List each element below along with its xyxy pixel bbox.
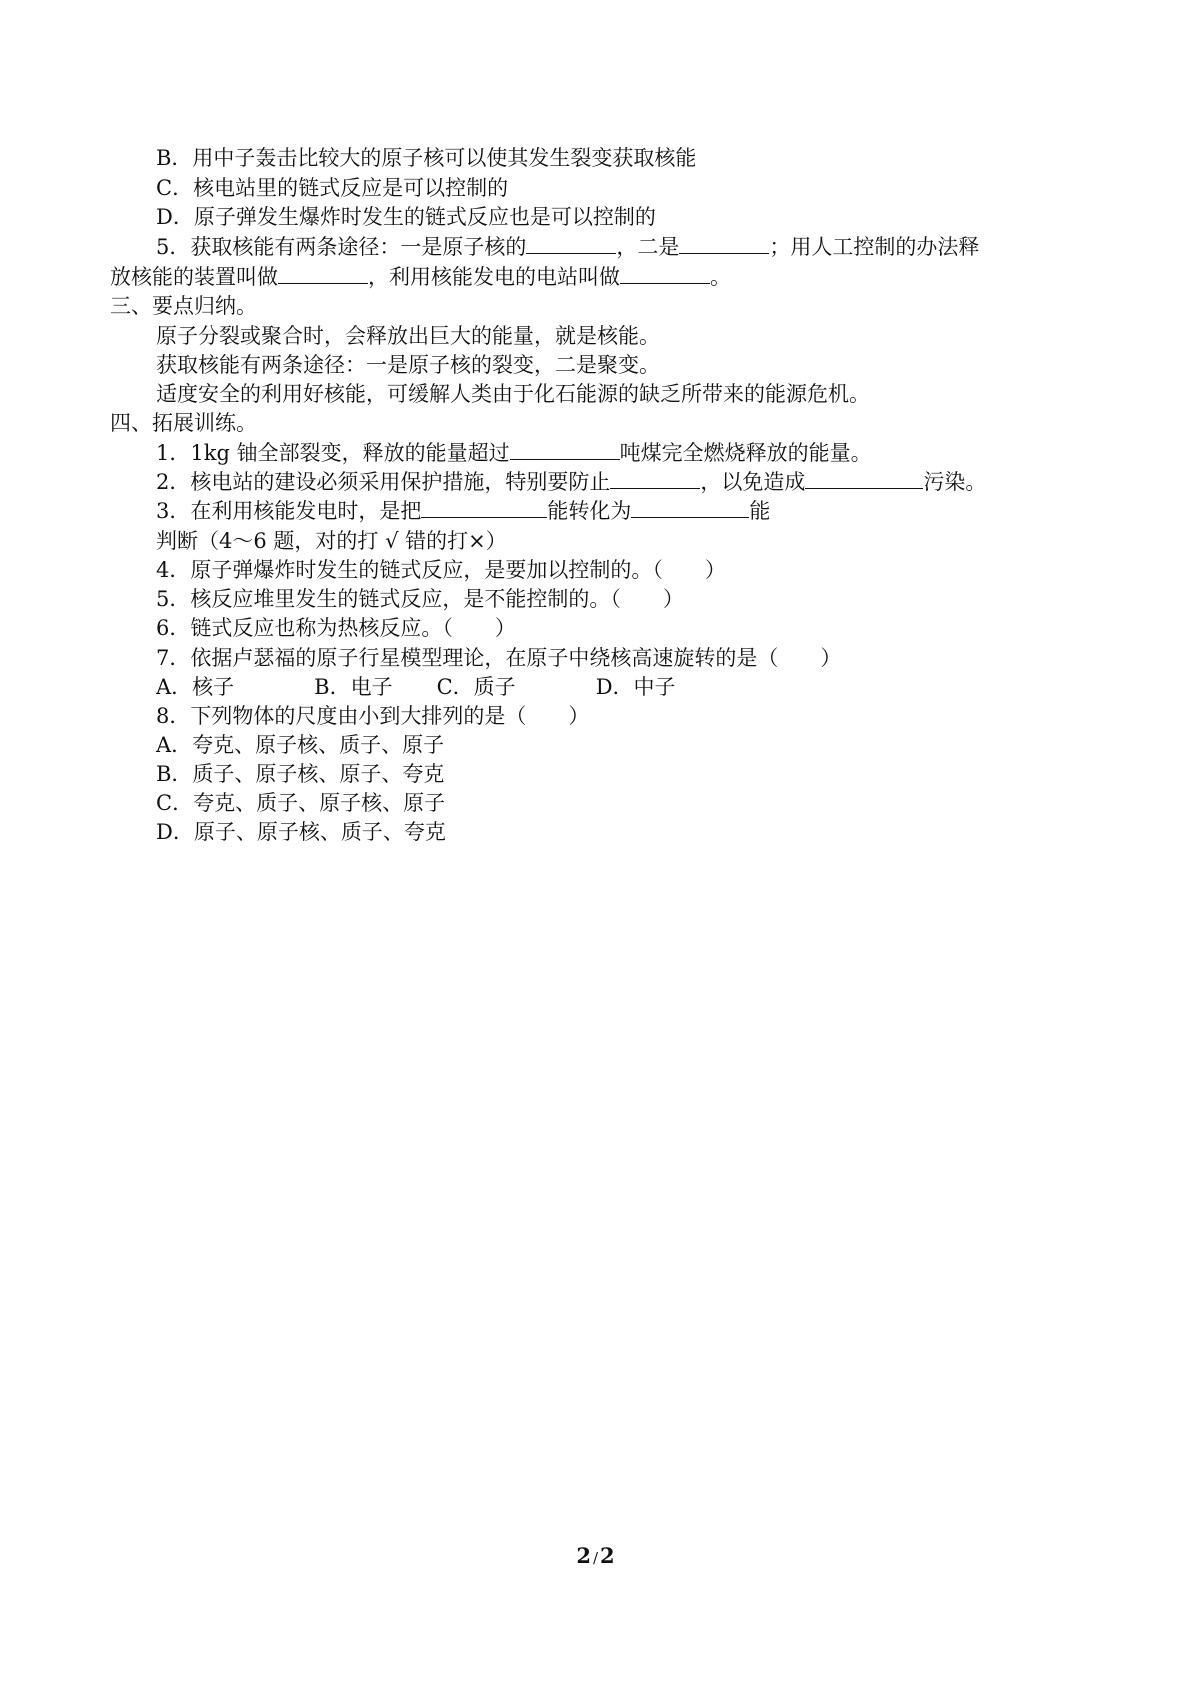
answer-blank xyxy=(805,468,923,489)
question-line: 6．链式反应也称为热核反应。（ ） xyxy=(156,616,516,640)
answer-blank xyxy=(620,263,710,284)
question-text: 5．获取核能有两条途径：一是原子核的 xyxy=(156,235,527,259)
question-line xyxy=(110,262,731,292)
question-text: 3．在利用核能发电时，是把 xyxy=(156,499,422,523)
answer-blank xyxy=(610,468,700,489)
page-separator: / xyxy=(592,1549,599,1567)
answer-blank xyxy=(421,497,547,518)
option-d: D．中子 xyxy=(595,675,676,699)
answer-blank xyxy=(679,233,769,254)
option-line: D．原子弹发生爆炸时发生的链式反应也是可以控制的 xyxy=(156,205,656,229)
question-text: ；用人工控制的办法释 xyxy=(769,235,980,259)
section-heading: 三、要点归纳。 xyxy=(110,294,257,318)
answer-blank xyxy=(526,233,616,254)
question-text: ，以免造成 xyxy=(700,470,806,494)
question-text: 。 xyxy=(710,265,731,289)
question-line: 7．依据卢瑟福的原子行星模型理论，在原子中绕核高速旋转的是（ ） xyxy=(156,646,842,670)
page-current: 2 xyxy=(576,1543,591,1568)
option-line: A．夸克、原子核、质子、原子 xyxy=(156,733,445,757)
question-text: ，二是 xyxy=(616,235,680,259)
option-line: B．用中子轰击比较大的原子核可以使其发生裂变获取核能 xyxy=(156,146,697,170)
page-total: 2 xyxy=(600,1543,615,1568)
option-a: A．核子 xyxy=(156,675,235,699)
question-text: 污染。 xyxy=(923,470,987,494)
question-text: ，利用核能发电的电站叫做 xyxy=(368,265,620,289)
question-text: 放核能的装置叫做 xyxy=(110,265,278,289)
section-heading: 四、拓展训练。 xyxy=(110,411,257,435)
option-b: B．电子 xyxy=(314,675,393,699)
option-line: B．质子、原子核、原子、夸克 xyxy=(156,762,445,786)
question-text: 1．1kg 铀全部裂变，释放的能量超过 xyxy=(156,441,510,465)
option-c: C．质子 xyxy=(436,675,516,699)
question-line xyxy=(156,496,770,526)
question-line: 5．核反应堆里发生的链式反应，是不能控制的。（ ） xyxy=(156,587,684,611)
summary-line: 原子分裂或聚合时，会释放出巨大的能量，就是核能。 xyxy=(156,324,660,348)
question-line xyxy=(156,438,872,468)
answer-blank xyxy=(510,439,620,460)
option-line: C．夸克、质子、原子核、原子 xyxy=(156,791,446,815)
option-line: C．核电站里的链式反应是可以控制的 xyxy=(156,176,509,200)
question-text: 吨煤完全燃烧释放的能量。 xyxy=(619,441,872,465)
option-line: D．原子、原子核、质子、夸克 xyxy=(156,820,446,844)
question-line xyxy=(156,232,979,262)
question-line xyxy=(156,467,986,497)
question-line: 8．下列物体的尺度由小到大排列的是（ ） xyxy=(156,704,590,728)
summary-line: 获取核能有两条途径：一是原子核的裂变，二是聚变。 xyxy=(156,353,660,377)
question-text: 能 xyxy=(749,499,771,523)
summary-line: 适度安全的利用好核能，可缓解人类由于化石能源的缺乏所带来的能源危机。 xyxy=(156,382,870,406)
answer-blank xyxy=(631,497,749,518)
answer-blank xyxy=(278,263,368,284)
option-row xyxy=(156,672,676,702)
judge-heading: 判断（4～6 题，对的打 √ 错的打×） xyxy=(156,529,507,553)
question-text: 2．核电站的建设必须采用保护措施，特别要防止 xyxy=(156,470,611,494)
page-number xyxy=(0,1543,1191,1568)
question-text: 能转化为 xyxy=(547,499,632,523)
question-line: 4．原子弹爆炸时发生的链式反应，是要加以控制的。（ ） xyxy=(156,558,726,582)
